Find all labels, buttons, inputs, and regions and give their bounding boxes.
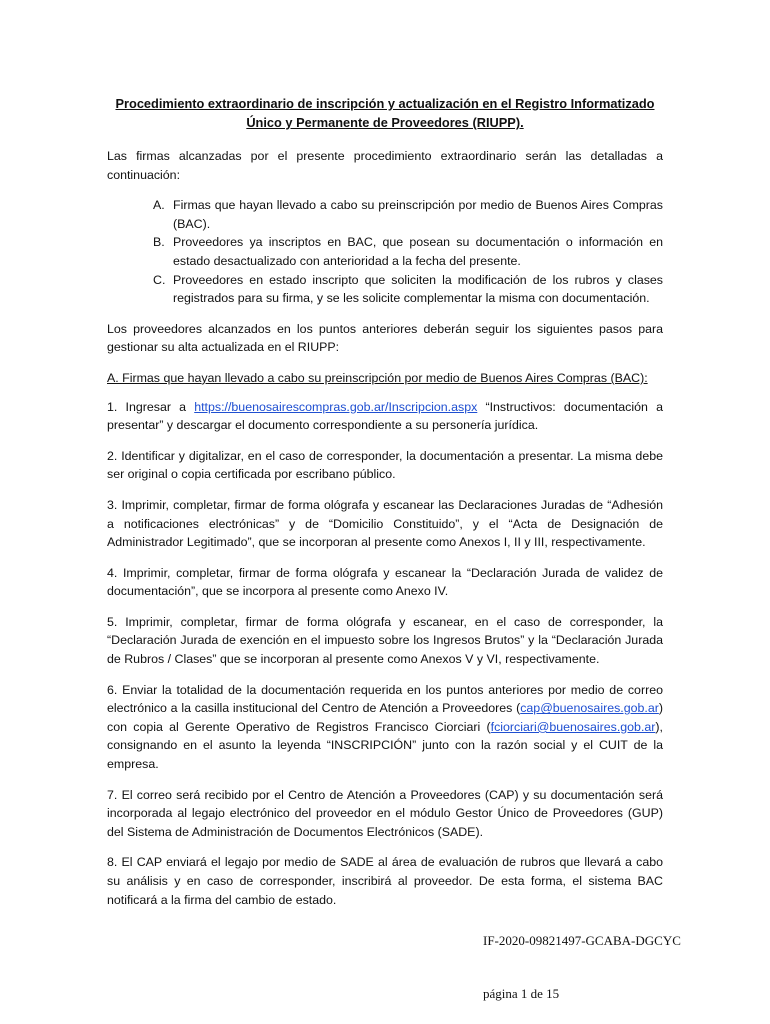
list-item-letter: B. xyxy=(153,235,165,250)
step-6-text-1: 6. Enviar la totalidad de la documentación requerida en los puntos anteriores por medio de correo electrónico a la casilla institucional del Centro de Atención a Proveedores ( xyxy=(107,682,663,716)
page-number: página 1 de 15 xyxy=(483,986,560,1001)
inscripcion-link[interactable]: https://buenosairescompras.gob.ar/Inscripcion.aspx xyxy=(194,399,478,414)
intro-paragraph: Las firmas alcanzadas por el presente procedimiento extraordinario serán las detalladas a continuación: xyxy=(107,149,663,182)
step-1 xyxy=(107,398,663,435)
list-item-text: Proveedores en estado inscripto que soliciten la modificación de los rubros y clases registrados para su firma, y se les solicite complementar la misma con documentación. xyxy=(173,272,663,306)
step-8: 8. El CAP enviará el legajo por medio de SADE al área de evaluación de rubros que llevará a cabo su análisis y en caso de corresponder, inscribirá al proveedor. De esta forma, el sistema BAC notificará a la firma del cambio de estado. xyxy=(107,855,663,907)
title-line-1: Procedimiento extraordinario de inscripción y actualización en el Registro Informatizado xyxy=(115,96,655,111)
list-item-letter: A. xyxy=(153,198,165,213)
list-item-text: Firmas que hayan llevado a cabo su preinscripción por medio de Buenos Aires Compras (BAC). xyxy=(173,198,663,231)
step-7: 7. El correo será recibido por el Centro de Atención a Proveedores (CAP) y su documentación será incorporada al legajo electrónico del proveedor en el módulo Gestor Único de Proveedores (GUP) del Sistema de Administración de Documentos Electrónicos (SADE). xyxy=(107,787,663,839)
list-item xyxy=(107,196,663,233)
document-id: IF-2020-09821497-GCABA-DGCYC xyxy=(483,933,681,948)
document-body xyxy=(107,94,663,921)
title-line-2: Único y Permanente de Proveedores (RIUPP). xyxy=(246,115,524,130)
cap-email-link[interactable]: cap@buenosaires.gob.ar xyxy=(520,701,659,716)
list-item-letter: C. xyxy=(153,272,166,287)
step-6 xyxy=(107,681,663,774)
list-item-text: Proveedores ya inscriptos en BAC, que posean su documentación o información en estado desactualizado con anterioridad a la fecha del presente. xyxy=(173,235,663,268)
step-1-text: 1. Ingresar a xyxy=(107,399,195,414)
list-item xyxy=(107,233,663,270)
step-6-text-3: ), consignando en el asunto la leyenda “INSCRIPCIÓN” junto con la razón social y el CUIT de la empresa. xyxy=(107,719,663,772)
firms-list xyxy=(107,196,663,308)
step-6-text-2: ) con copia al Gerente Operativo de Registros Francisco Ciorciari ( xyxy=(107,701,663,734)
step-2: 2. Identificar y digitalizar, en el caso de corresponder, la documentación a presentar. La misma debe ser original o copia certificada por escribano público. xyxy=(107,448,663,482)
ciorciari-email-link[interactable]: fciorciari@buenosaires.gob.ar xyxy=(490,719,656,734)
step-1-text-end: “Instructivos: documentación a presentar” y descargar el documento correspondiente a su personería jurídica. xyxy=(107,399,663,433)
step-3: 3. Imprimir, completar, firmar de forma ológrafa y escanear las Declaraciones Juradas de “Adhesión a notificaciones electrónicas” y de “Domicilio Constituido”, y el “Acta de Designación de Administrador Legitimado”, que se incorporan al presente como Anexos I, II y III, respectivamente. xyxy=(107,497,663,550)
section-a-heading: A. Firmas que hayan llevado a cabo su preinscripción por medio de Buenos Aires Compras (BAC): xyxy=(107,370,648,385)
document-title xyxy=(107,94,663,132)
list-item xyxy=(107,271,663,308)
steps-intro-paragraph: Los proveedores alcanzados en los puntos anteriores deberán seguir los siguientes pasos para gestionar su alta actualizada en el RIUPP: xyxy=(107,321,663,355)
step-4: 4. Imprimir, completar, firmar de forma ológrafa y escanear la “Declaración Jurada de validez de documentación”, que se incorpora al presente como Anexo IV. xyxy=(107,565,663,599)
step-5: 5. Imprimir, completar, firmar de forma ológrafa y escanear, en el caso de corresponder, la “Declaración Jurada de exención en el impuesto sobre los Ingresos Brutos” y la “Declaración Jurada de Rubros / Clases” que se incorporan al presente como Anexos V y VI, respectivamente. xyxy=(107,614,663,667)
